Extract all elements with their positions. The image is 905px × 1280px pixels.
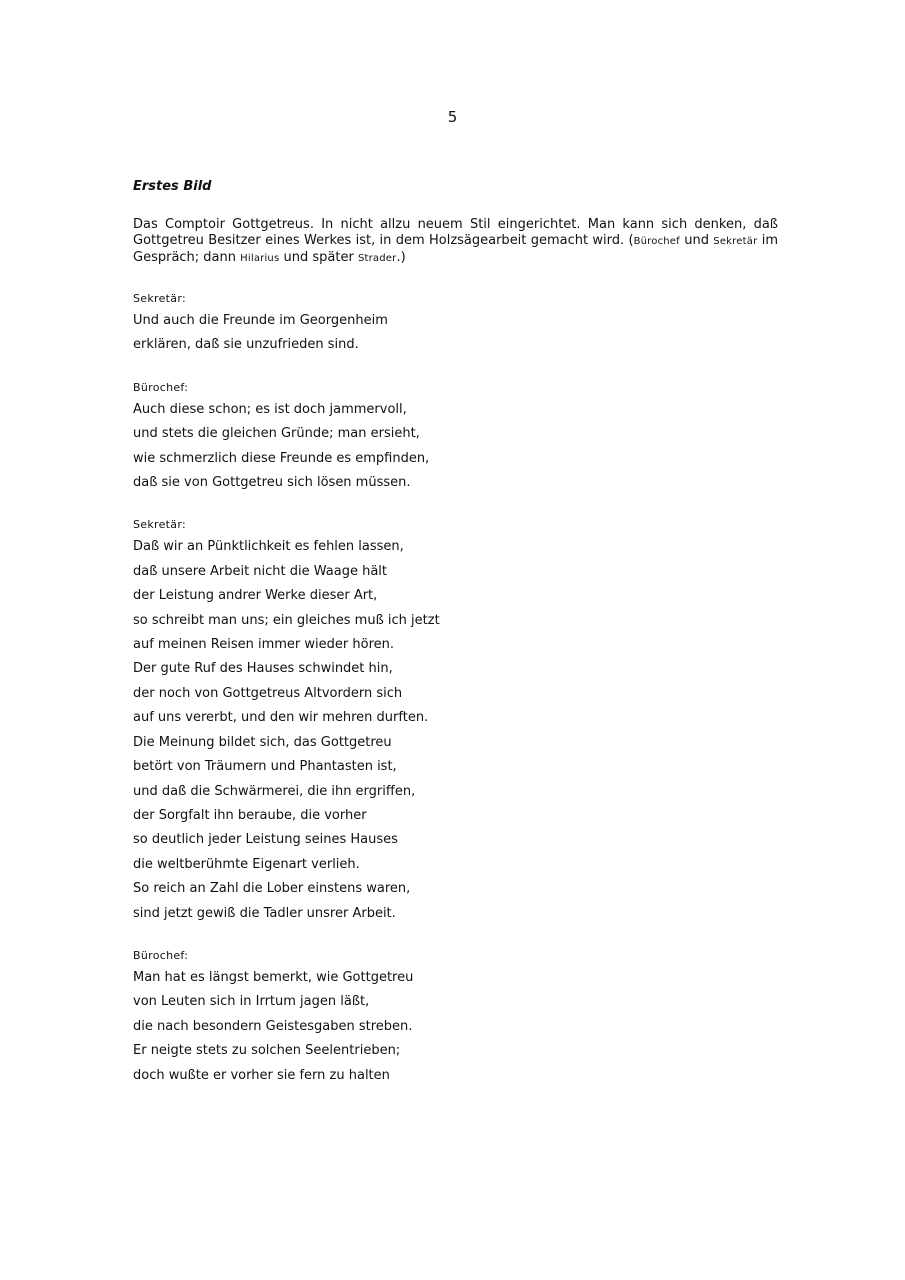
verse-line: sind jetzt gewiß die Tadler unsrer Arbeit.	[133, 905, 396, 921]
verse-line: betört von Träumern und Phantasten ist,	[133, 759, 397, 775]
verse-line: so deutlich jeder Leistung seines Hauses	[133, 832, 398, 848]
verse-line: die weltberühmte Eigenart verlieh.	[133, 856, 360, 872]
character-name: Sekretär	[713, 236, 758, 247]
verse-line: Die Meinung bildet sich, das Gottgetreu	[133, 734, 392, 750]
speaker-name: Sekretär:	[133, 292, 186, 305]
verse-line: Man hat es längst bemerkt, wie Gottgetreu	[133, 969, 414, 985]
verse-line: so schreibt man uns; ein gleiches muß ich jetzt	[133, 612, 440, 628]
speaker-name: Bürochef:	[133, 380, 189, 394]
verse-line: von Leuten sich in Irrtum jagen läßt,	[133, 994, 370, 1010]
speech-block	[133, 946, 778, 1088]
verse-line: daß unsere Arbeit nicht die Waage hält	[133, 563, 388, 579]
verse-line: Er neigte stets zu solchen Seelentrieben;	[133, 1043, 401, 1059]
verse-line: Daß wir an Pünktlichkeit es fehlen lassen,	[133, 539, 404, 555]
verse-line: erklären, daß sie unzufrieden sind.	[133, 337, 359, 353]
verse-line: und stets die gleichen Gründe; man ersieht,	[133, 426, 420, 442]
verse-line: Und auch die Freunde im Georgenheim	[133, 313, 388, 328]
speech-block	[133, 289, 778, 358]
page-number: 5	[447, 108, 458, 126]
scene-title: Erstes Bild	[133, 179, 212, 194]
character-name: Hilarius	[240, 253, 280, 264]
verse-line: auf meinen Reisen immer wieder hören.	[133, 637, 395, 653]
verse-line: daß sie von Gottgetreu sich lösen müssen.	[133, 475, 411, 491]
stage-text: im Gespräch; dann	[133, 233, 778, 265]
speech-block	[133, 515, 778, 926]
stage-text: und	[679, 233, 714, 248]
verse-line: Auch diese schon; es ist doch jammervoll,	[133, 401, 407, 417]
stage-text: .)	[396, 250, 406, 265]
verse-line: auf uns vererbt, und den wir mehren durften.	[133, 710, 429, 726]
verse-line: die nach besondern Geistesgaben streben.	[133, 1018, 413, 1034]
document-body	[133, 178, 778, 1108]
character-name: Bürochef	[633, 236, 680, 247]
verse-line: der Leistung andrer Werke dieser Art,	[133, 588, 378, 604]
stage-text: Das Comptoir Gottgetreus. In nicht allzu neuem Stil eingerichtet. Man kann sich denken, daß Gottgetreu Besitzer eines Werkes ist, in dem Holzsägearbeit gemacht wird. (	[133, 217, 778, 248]
verse-line: So reich an Zahl die Lober einstens waren,	[133, 881, 411, 897]
stage-direction	[133, 217, 778, 267]
verse-line: der Sorgfalt ihn beraube, die vorher	[133, 807, 367, 823]
verse-line: doch wußte er vorher sie fern zu halten	[133, 1067, 390, 1083]
speech-block	[133, 378, 778, 496]
character-name: Strader	[357, 253, 397, 264]
verse-line: wie schmerzlich diese Freunde es empfinden,	[133, 450, 430, 466]
speaker-name: Sekretär:	[133, 518, 186, 532]
verse-line: der noch von Gottgetreus Altvordern sich	[133, 685, 403, 701]
stage-text: und später	[279, 250, 358, 265]
dialogue	[133, 289, 778, 1088]
verse-line: Der gute Ruf des Hauses schwindet hin,	[133, 661, 393, 677]
verse-line: und daß die Schwärmerei, die ihn ergriffen,	[133, 783, 416, 799]
speaker-name: Bürochef:	[133, 948, 189, 962]
